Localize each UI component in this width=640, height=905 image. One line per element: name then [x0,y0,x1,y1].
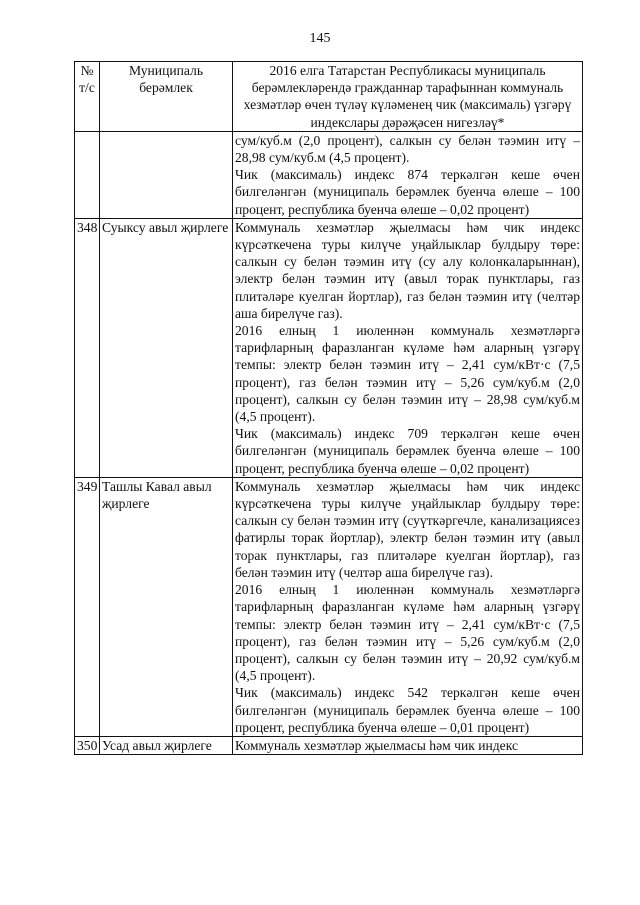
row-municipality: Ташлы Кавал авыл җирлеге [100,477,233,736]
row-description [233,131,583,218]
table-row [75,218,583,477]
table-row [75,131,583,218]
row-description [233,736,583,754]
row-municipality: Суыксу авыл җирлеге [100,218,233,477]
row-number [75,131,100,218]
paragraph: Коммуналь хезмәтләр җыелмасы һәм чик индекс [235,737,519,753]
row-municipality: Усад авыл җирлеге [100,736,233,754]
paragraph: 2016 елның 1 июленнән коммуналь хезмәтләргә тарифларның фаразланган күләме һәм аларның үзгәрү темпы: электр белән тәэмин итү – 2,41 сум/кВт·с (7,5 процент), газ белән тәэмин итү – 5,26 сум/куб.м (2,0 процент), салкын су белән тәэмин итү – 20,92 сум/куб.м (4,5 процент). [235,582,580,684]
row-description [233,477,583,736]
paragraph: Чик (максималь) индекс 709 теркәлгән кеше өчен билгеләнгән (муниципаль берәмлек буенча өлеше – 100 процент, республика буенча өлеше – 0,02 процент) [235,426,580,476]
row-description [233,218,583,477]
paragraph: Коммуналь хезмәтләр җыелмасы һәм чик индекс күрсәткечена туры килүче уңайлыклар булдыру төре: салкын су белән тәэмин итү (су алу колонкаларыннан), электр белән тәэмин итү (авыл торак пунктлары, газ плитәләре куелган йортлар), газ белән тәэмин итү (челтәр аша бирелүче газ). [235,219,580,321]
table-row [75,477,583,736]
row-municipality [100,131,233,218]
paragraph: Чик (максималь) индекс 874 теркәлгән кеше өчен билгеләнгән (муниципаль берәмлек буенча өлеше – 100 процент, республика буенча өлеше – 0,02 процент) [235,167,580,217]
table-header-row [75,62,583,132]
tariff-index-table [74,61,583,755]
table-row [75,736,583,754]
header-municipality: Муниципаль берәмлек [100,62,233,132]
paragraph: Коммуналь хезмәтләр җыелмасы һәм чик индекс күрсәткечена туры килүче уңайлыклар булдыру төре: салкын су белән тәэмин итү (суүткәргечле, канализациясез фатирлы торак йортлар), электр белән тәэмин итү (авыл торак пунктлары, газ плитәләре куелган йортлар), газ белән тәэмин итү (челтәр аша бирелүче газ). [235,478,580,580]
paragraph: Чик (максималь) индекс 542 теркәлгән кеше өчен билгеләнгән (муниципаль берәмлек буенча өлеше – 100 процент, республика буенча өлеше – 0,01 процент) [235,685,580,735]
header-number: № т/с [75,62,100,132]
row-number: 349 [75,477,100,736]
paragraph: 2016 елның 1 июленнән коммуналь хезмәтләргә тарифларның фаразланган күләме һәм аларның үзгәрү темпы: электр белән тәэмин итү – 2,41 сум/кВт·с (7,5 процент), газ белән тәэмин итү – 5,26 сум/куб.м (2,0 процент), салкын су белән тәэмин итү – 28,98 сум/куб.м (4,5 процент). [235,323,580,425]
page-number: 145 [309,31,331,46]
row-number: 348 [75,218,100,477]
paragraph: сум/куб.м (2,0 процент), салкын су белән тәэмин итү – 28,98 сум/куб.м (4,5 процент). [235,132,580,166]
header-description: 2016 елга Татарстан Республикасы муниципаль берәмлекләрендә гражданнар тарафыннан коммуналь хезмәтләр өчен түләү күләменең чик (максималь) үзгәрү индекслары дәрәҗәсен нигезләү* [233,62,583,132]
row-number: 350 [75,736,100,754]
